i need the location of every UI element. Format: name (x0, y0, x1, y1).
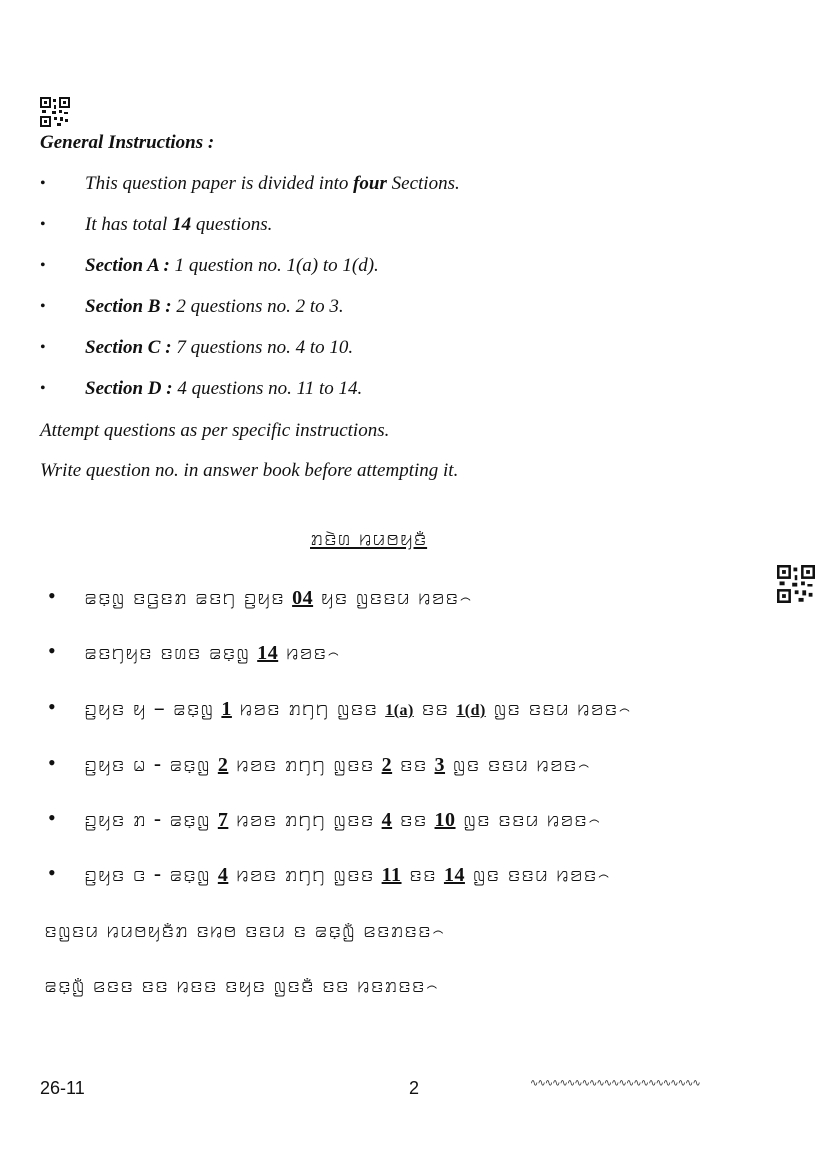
bullet-icon: • (40, 175, 46, 192)
bullet-icon: • (48, 860, 56, 885)
qr-code-icon (40, 97, 70, 127)
paper-code: 26-11 (40, 1078, 85, 1098)
bullet-icon: • (40, 339, 46, 356)
bullet-icon: • (40, 298, 46, 315)
bullet-icon: • (48, 750, 56, 775)
bullet-icon: • (48, 805, 56, 830)
write-number-instruction: Write question no. in answer book before attempting it. (40, 460, 459, 481)
bullet-icon: • (40, 380, 46, 397)
script-heading: ꤊꤢꤧꤛ ꤙꤣꤥꤟꤢꤪ (310, 526, 428, 551)
bullet-icon: • (40, 257, 46, 274)
general-instructions-heading: General Instructions : (40, 132, 215, 153)
qr-code-icon (777, 565, 815, 603)
page-number: 2 (409, 1078, 420, 1098)
bullet-icon: • (48, 638, 56, 663)
wavy-signature-mark: ∿∿∿∿∿∿∿∿∿∿∿∿∿∿∿∿∿∿∿∿∿∿∿ (530, 1078, 700, 1089)
script-attempt-instruction: ꤢꤜꤢꤣ ꤙꤣꤥꤟꤢꤪꤊ ꤢꤙꤥ ꤢꤢꤣ ꤢ ꤘꤢ꤫ꤜꤪ ꤕꤢꤊꤢꤢ꤮ (44, 918, 446, 943)
bullet-icon: • (48, 583, 56, 608)
attempt-instruction: Attempt questions as per specific instructions. (40, 420, 390, 441)
bullet-icon: • (48, 694, 56, 719)
script-write-number-instruction: ꤘꤢ꤫ꤜꤪ ꤕꤢꤢ ꤢꤢ ꤙꤢꤢ ꤢꤟꤢ ꤜꤢꤢꤪ ꤢꤢ ꤙꤢꤊꤢꤢ꤮ (44, 973, 439, 998)
bullet-icon: • (40, 216, 46, 233)
